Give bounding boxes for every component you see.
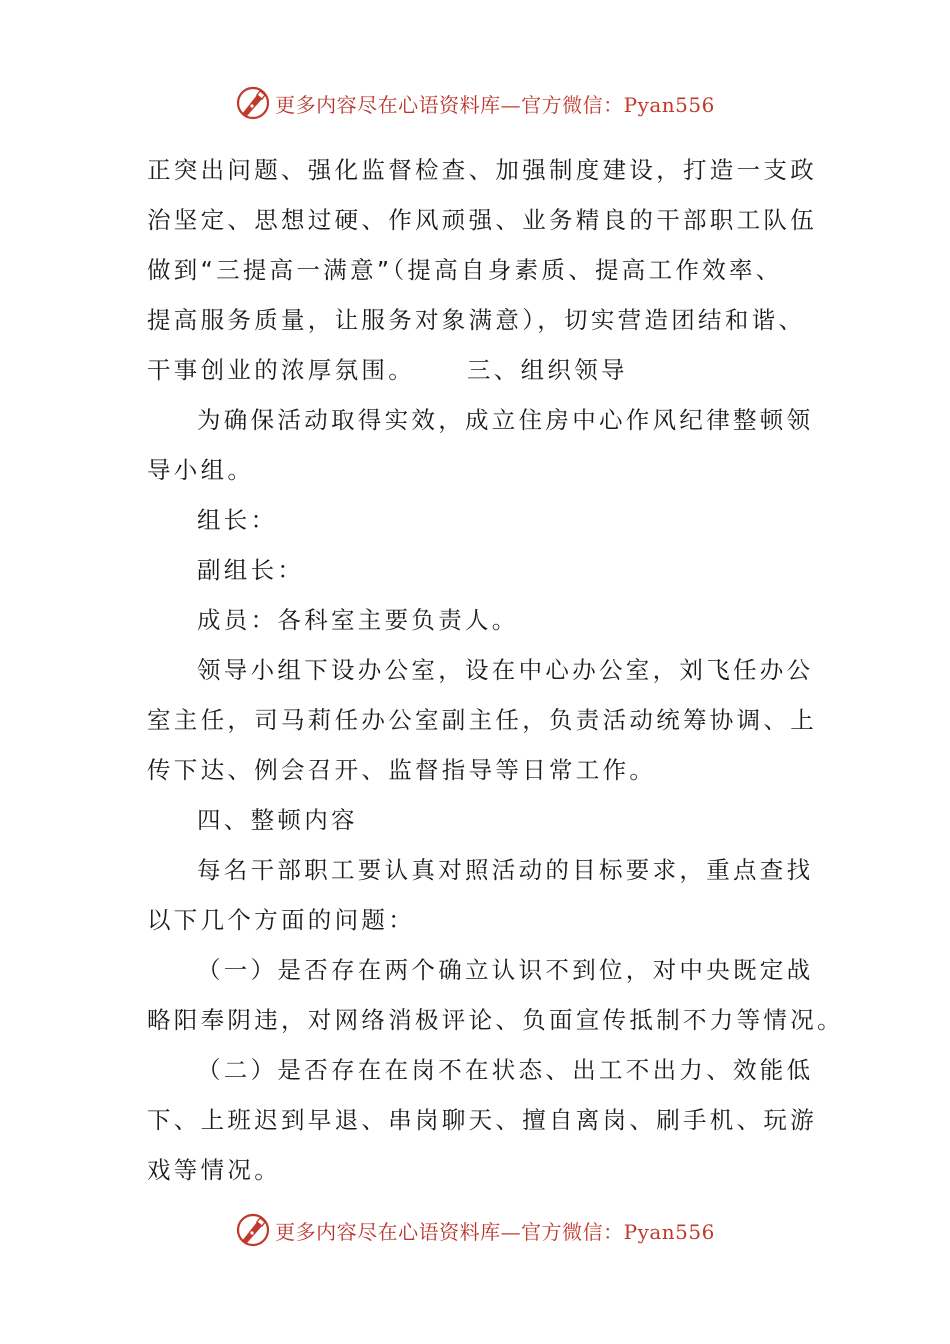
deputy-leader-line: 副组长：: [197, 556, 305, 584]
group-leader-line: 组长：: [197, 506, 278, 534]
list-item-one: （一）是否存在两个确立认识不到位，对中央既定战: [197, 956, 814, 984]
list-item-two: （二）是否存在在岗不在状态、出工不出力、效能低: [197, 1056, 814, 1084]
paragraph-line: 做到“三提高一满意”（提高自身素质、提高工作效率、: [147, 256, 783, 284]
paragraph-line: 干事创业的浓厚氛围。 三、组织领导: [147, 356, 628, 384]
pen-nib-logo-icon: [235, 1212, 271, 1248]
section-heading-content: 四、整顿内容: [197, 806, 358, 834]
paragraph-line: 室主任，司马莉任办公室副主任，负责活动统筹协调、上: [147, 706, 817, 734]
paragraph-line: 提高服务质量，让服务对象满意），切实营造团结和谐、: [147, 306, 806, 334]
members-line: 成员：各科室主要负责人。: [197, 606, 519, 634]
section-heading-organization: 三、组织领导: [467, 356, 628, 384]
paragraph-line: 戏等情况。: [147, 1156, 281, 1184]
paragraph-line: 正突出问题、强化监督检查、加强制度建设，打造一支政: [147, 156, 817, 184]
paragraph-line: 每名干部职工要认真对照活动的目标要求，重点查找: [197, 856, 814, 884]
paragraph-line: 传下达、例会召开、监督指导等日常工作。: [147, 756, 657, 784]
pen-nib-logo-icon: [235, 85, 271, 121]
footer-watermark: [0, 1210, 950, 1250]
paragraph-line: 为确保活动取得实效，成立住房中心作风纪律整顿领: [197, 406, 814, 434]
header-watermark: [0, 83, 950, 123]
paragraph-line: 治坚定、思想过硬、作风顽强、业务精良的干部职工队伍: [147, 206, 817, 234]
paragraph-line: 导小组。: [147, 456, 255, 484]
watermark-text: 更多内容尽在心语资料库—官方微信：Pyan556: [275, 1219, 715, 1244]
paragraph-line: 略阳奉阴违，对网络消极评论、负面宣传抵制不力等情况。: [147, 1006, 844, 1034]
paragraph-line: 以下几个方面的问题：: [147, 906, 415, 934]
document-body: [147, 145, 844, 1195]
paragraph-line: 领导小组下设办公室，设在中心办公室，刘飞任办公: [197, 656, 814, 684]
paragraph-line: 下、上班迟到早退、串岗聊天、擅自离岗、刷手机、玩游: [147, 1106, 817, 1134]
watermark-text: 更多内容尽在心语资料库—官方微信：Pyan556: [275, 92, 715, 117]
